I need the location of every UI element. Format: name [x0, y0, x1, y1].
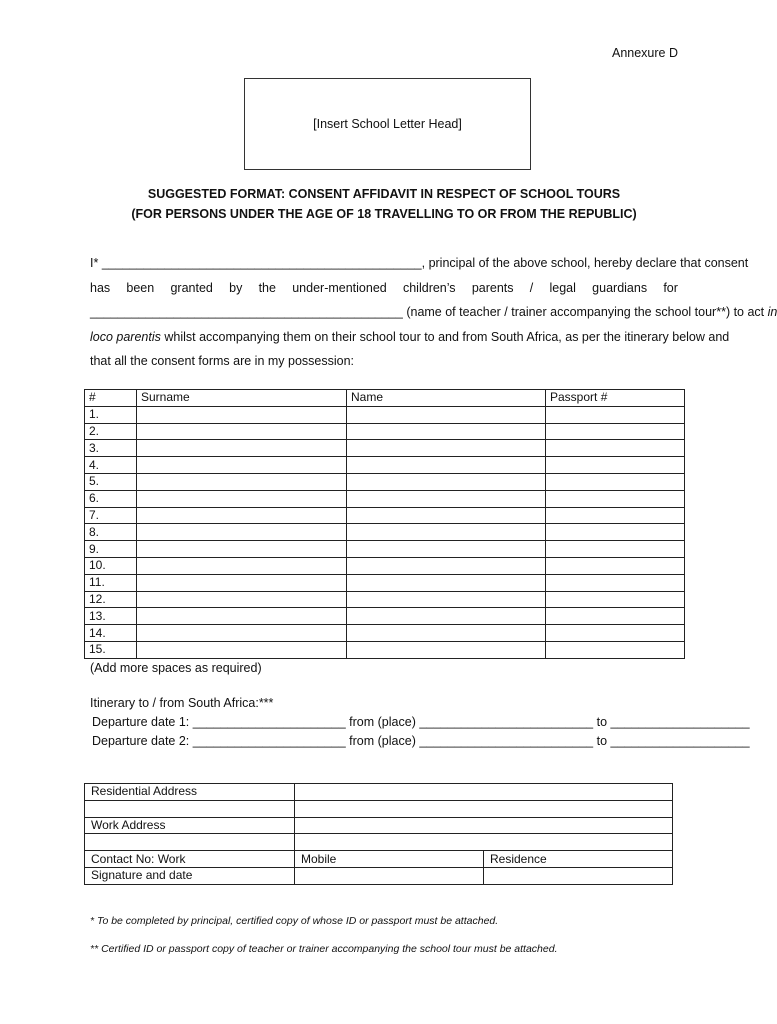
declaration-line-1	[90, 251, 749, 276]
residence-label: Residence	[484, 851, 673, 868]
row-number: 6.	[85, 490, 137, 507]
name-cell[interactable]	[347, 507, 546, 524]
name-cell[interactable]	[347, 625, 546, 642]
passport-cell[interactable]	[546, 524, 685, 541]
declaration-line-2	[90, 276, 678, 301]
name-cell[interactable]	[347, 574, 546, 591]
residential-address-field[interactable]	[295, 784, 673, 801]
name-cell[interactable]	[347, 541, 546, 558]
passport-cell[interactable]	[546, 406, 685, 423]
passport-cell[interactable]	[546, 591, 685, 608]
declaration-line-5: that all the consent forms are in my possession:	[90, 354, 355, 368]
table-row	[85, 473, 685, 490]
row-number: 13.	[85, 608, 137, 625]
declaration-line-3	[90, 300, 777, 325]
passport-cell[interactable]	[546, 574, 685, 591]
work-address-label: Work Address	[85, 817, 295, 834]
contact-table	[84, 783, 673, 885]
surname-cell[interactable]	[137, 641, 347, 658]
surname-cell[interactable]	[137, 591, 347, 608]
row-number: 1.	[85, 406, 137, 423]
declaration-word: for	[663, 280, 678, 295]
teacher-name-blank[interactable]: _____________________________________________	[90, 305, 403, 319]
table-row	[85, 867, 673, 884]
declaration-word: by	[229, 280, 243, 295]
table-row	[85, 784, 673, 801]
declaration-word: legal	[549, 280, 576, 295]
table-row	[85, 440, 685, 457]
passport-cell[interactable]	[546, 608, 685, 625]
header-passport: Passport #	[546, 390, 685, 407]
add-more-note: (Add more spaces as required)	[90, 661, 262, 675]
row-number: 4.	[85, 457, 137, 474]
passport-cell[interactable]	[546, 541, 685, 558]
declaration-word: the	[258, 280, 276, 295]
footnote-2: ** Certified ID or passport copy of teacher or trainer accompanying the school tour must be attached.	[90, 943, 558, 955]
table-row	[85, 524, 685, 541]
letterhead-placeholder: [Insert School Letter Head]	[313, 117, 462, 131]
surname-cell[interactable]	[137, 625, 347, 642]
surname-cell[interactable]	[137, 473, 347, 490]
name-cell[interactable]	[347, 524, 546, 541]
surname-cell[interactable]	[137, 440, 347, 457]
children-table-header	[85, 390, 685, 407]
name-cell[interactable]	[347, 473, 546, 490]
row-number: 7.	[85, 507, 137, 524]
table-row	[85, 625, 685, 642]
passport-cell[interactable]	[546, 507, 685, 524]
declaration-word: guardians	[592, 280, 648, 295]
header-name: Name	[347, 390, 546, 407]
surname-cell[interactable]	[137, 524, 347, 541]
row-number: 14.	[85, 625, 137, 642]
mobile-label: Mobile	[295, 851, 484, 868]
principal-name-blank[interactable]: ______________________________________________	[101, 256, 422, 270]
surname-cell[interactable]	[137, 507, 347, 524]
declaration-word: under-mentioned	[292, 280, 387, 295]
passport-cell[interactable]	[546, 625, 685, 642]
name-cell[interactable]	[347, 490, 546, 507]
surname-cell[interactable]	[137, 406, 347, 423]
surname-cell[interactable]	[137, 490, 347, 507]
declaration-paragraph	[90, 251, 777, 374]
date-field[interactable]	[484, 867, 673, 884]
table-row	[85, 817, 673, 834]
row-number: 8.	[85, 524, 137, 541]
name-cell[interactable]	[347, 406, 546, 423]
row-number: 11.	[85, 574, 137, 591]
declaration-line-4	[90, 325, 730, 350]
row-number: 2.	[85, 423, 137, 440]
passport-cell[interactable]	[546, 490, 685, 507]
name-cell[interactable]	[347, 457, 546, 474]
surname-cell[interactable]	[137, 557, 347, 574]
name-cell[interactable]	[347, 440, 546, 457]
table-row	[85, 541, 685, 558]
row-number: 15.	[85, 641, 137, 658]
row-number: 5.	[85, 473, 137, 490]
declaration-word: parents	[471, 280, 514, 295]
declaration-word: /	[529, 280, 534, 295]
signature-label: Signature and date	[85, 867, 295, 884]
table-row	[85, 851, 673, 868]
table-row	[85, 800, 673, 817]
table-row	[85, 834, 673, 851]
name-cell[interactable]	[347, 557, 546, 574]
table-row	[85, 591, 685, 608]
passport-cell[interactable]	[546, 641, 685, 658]
name-cell[interactable]	[347, 641, 546, 658]
table-row	[85, 557, 685, 574]
letterhead-box	[244, 78, 531, 170]
declaration-word: granted	[170, 280, 213, 295]
name-cell[interactable]	[347, 423, 546, 440]
table-row	[85, 641, 685, 658]
principal-marker: I*	[90, 256, 99, 270]
declaration-word: has	[90, 280, 111, 295]
surname-cell[interactable]	[137, 608, 347, 625]
table-row	[85, 423, 685, 440]
residential-address-field-2[interactable]	[85, 800, 295, 817]
residential-address-field-3[interactable]	[295, 800, 673, 817]
work-address-field-2[interactable]	[85, 834, 295, 851]
surname-cell[interactable]	[137, 541, 347, 558]
surname-cell[interactable]	[137, 423, 347, 440]
table-row	[85, 457, 685, 474]
surname-cell[interactable]	[137, 574, 347, 591]
children-table	[84, 389, 685, 659]
document-title: SUGGESTED FORMAT: CONSENT AFFIDAVIT IN RESPECT OF SCHOOL TOURS	[147, 187, 621, 201]
declaration-word: been	[126, 280, 155, 295]
document-subtitle: (FOR PERSONS UNDER THE AGE OF 18 TRAVELLING TO OR FROM THE REPUBLIC)	[131, 207, 637, 221]
passport-cell[interactable]	[546, 457, 685, 474]
row-number: 3.	[85, 440, 137, 457]
declaration-word: children’s	[402, 280, 456, 295]
passport-cell[interactable]	[546, 473, 685, 490]
declaration-italic: in	[767, 305, 777, 319]
declaration-text: (name of teacher / trainer accompanying the school tour**) to act	[406, 305, 765, 319]
departure-line-1[interactable]: Departure date 1: ______________________ from (place) _________________________ to ____________________	[92, 715, 750, 729]
row-number: 10.	[85, 557, 137, 574]
row-number: 12.	[85, 591, 137, 608]
annexure-label: Annexure D	[611, 46, 678, 60]
declaration-text: , principal of the above school, hereby declare that consent	[421, 256, 749, 270]
table-row	[85, 490, 685, 507]
declaration-text: whilst accompanying them on their school tour to and from South Africa, as per the itinerary below and	[164, 329, 730, 344]
itinerary-section	[90, 694, 750, 751]
signature-field[interactable]	[295, 867, 484, 884]
footnote-1: * To be completed by principal, certified copy of whose ID or passport must be attached.	[90, 915, 499, 927]
declaration-italic: loco parentis	[90, 329, 161, 344]
itinerary-heading: Itinerary to / from South Africa:***	[90, 696, 274, 710]
surname-cell[interactable]	[137, 457, 347, 474]
passport-cell[interactable]	[546, 440, 685, 457]
header-surname: Surname	[137, 390, 347, 407]
table-row	[85, 406, 685, 423]
work-address-field[interactable]	[295, 817, 673, 834]
row-number: 9.	[85, 541, 137, 558]
header-number: #	[85, 390, 137, 407]
passport-cell[interactable]	[546, 423, 685, 440]
contact-work-label: Contact No: Work	[85, 851, 295, 868]
work-address-field-3[interactable]	[295, 834, 673, 851]
residential-address-label: Residential Address	[85, 784, 295, 801]
name-cell[interactable]	[347, 608, 546, 625]
table-row	[85, 574, 685, 591]
passport-cell[interactable]	[546, 557, 685, 574]
departure-line-2[interactable]: Departure date 2: ______________________ from (place) _________________________ to ____________________	[92, 734, 750, 748]
table-row	[85, 608, 685, 625]
name-cell[interactable]	[347, 591, 546, 608]
table-row	[85, 507, 685, 524]
